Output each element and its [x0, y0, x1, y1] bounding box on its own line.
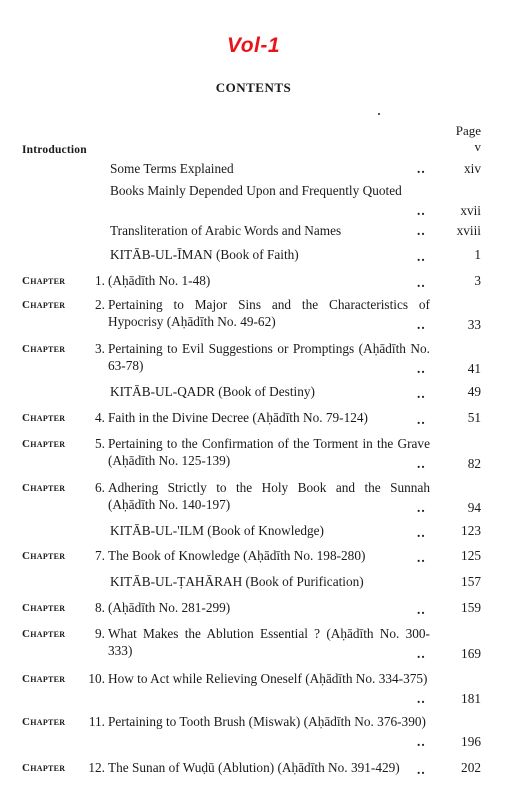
entry-title: Pertaining to the Confirmation of the Torment in the Grave (Aḥādīth No. 125-139)	[108, 436, 430, 468]
leader-dots: ..	[417, 762, 426, 777]
chapter-number: 11.	[88, 714, 105, 729]
chapter-number: 1.	[95, 273, 105, 288]
entry-title: KITĀB-UL-ĪMAN (Book of Faith)	[110, 247, 299, 262]
leader-dots: ..	[417, 646, 426, 661]
contents-heading: CONTENTS	[215, 80, 292, 95]
entry-title: Pertaining to Evil Suggestions or Promptings (Aḥādīth No. 63-78)	[108, 341, 430, 373]
page-number: 123	[461, 523, 481, 538]
leader-dots: ..	[417, 249, 426, 264]
entry-title: (Aḥādīth No. 1-48)	[108, 273, 211, 288]
leader-dots: ..	[417, 456, 426, 471]
page-number: 51	[467, 410, 481, 425]
page-column-header	[456, 123, 481, 155]
leader-dots: ..	[417, 275, 426, 290]
entry-title: Transliteration of Arabic Words and Names	[110, 223, 342, 238]
chapter-label: Chapter	[22, 673, 66, 685]
chapter-number: 8.	[95, 600, 105, 615]
page-number: 41	[467, 361, 481, 376]
volume-label: Vol-1	[226, 34, 281, 57]
leader-dots: ..	[417, 412, 426, 427]
entry-title: The Sunan of Wuḍū (Ablution) (Aḥādīth No. 391-429)	[108, 760, 400, 775]
chapter-label: Chapter	[22, 602, 66, 614]
page-number: 169	[461, 646, 481, 661]
page-number: 202	[461, 760, 481, 775]
chapter-number: 9.	[95, 626, 105, 641]
page-number: xiv	[464, 161, 481, 176]
chapter-number: 6.	[95, 480, 105, 495]
chapter-number: 10.	[88, 671, 105, 686]
chapter-label: Chapter	[22, 343, 66, 355]
page-number: 125	[461, 548, 481, 563]
entry-title: What Makes the Ablution Essential ? (Aḥādīth No. 300-333)	[108, 626, 430, 658]
leader-dots: ..	[417, 386, 426, 401]
page-number: 94	[467, 500, 481, 515]
chapter-number: 7.	[95, 548, 105, 563]
intro-page-number: v	[474, 139, 481, 154]
page-header-label: Page	[455, 123, 481, 138]
leader-dots: ..	[417, 734, 426, 749]
chapter-label: Chapter	[22, 412, 66, 424]
chapter-number: 12.	[88, 760, 105, 775]
entry-title: Adhering Strictly to the Holy Book and the Sunnah (Aḥādīth No. 140-197)	[108, 480, 430, 512]
chapter-label: Chapter	[22, 628, 66, 640]
entry-title: KITĀB-UL-'ILM (Book of Knowledge)	[110, 523, 324, 538]
chapter-label: Chapter	[22, 438, 66, 450]
page-number: 3	[474, 273, 481, 288]
leader-dots: ..	[417, 361, 426, 376]
leader-dots: ..	[417, 203, 426, 218]
page-number: 196	[461, 734, 481, 749]
entry-title: Pertaining to Major Sins and the Characteristics of Hypocrisy (Aḥādīth No. 49-62)	[108, 297, 430, 329]
page-number: 33	[467, 317, 481, 332]
chapter-label: Chapter	[22, 550, 66, 562]
print-speck	[378, 113, 380, 115]
leader-dots: ..	[417, 691, 426, 706]
leader-dots: ..	[417, 317, 426, 332]
entry-title: The Book of Knowledge (Aḥādīth No. 198-280)	[108, 548, 366, 563]
chapter-number: 2.	[95, 297, 105, 312]
leader-dots: ..	[417, 500, 426, 515]
page-number: xvii	[460, 203, 481, 218]
entry-title: Books Mainly Depended Upon and Frequently Quoted	[110, 183, 402, 198]
leader-dots: ..	[417, 550, 426, 565]
introduction-label: Introduction	[22, 144, 87, 156]
page-number: 159	[461, 600, 481, 615]
page-number: 49	[467, 384, 481, 399]
chapter-label: Chapter	[22, 762, 66, 774]
entry-title: Some Terms Explained	[110, 161, 234, 176]
chapter-label: Chapter	[22, 275, 66, 287]
page-number: 1	[474, 247, 481, 262]
page-number: 82	[467, 456, 481, 471]
chapter-label: Chapter	[22, 299, 66, 311]
leader-dots: ..	[417, 161, 426, 176]
entry-title: How to Act while Relieving Oneself (Aḥādīth No. 334-375)	[108, 671, 428, 686]
page-number: 181	[461, 691, 481, 706]
entry-title: Faith in the Divine Decree (Aḥādīth No. 79-124)	[108, 410, 368, 425]
leader-dots: ..	[417, 602, 426, 617]
chapter-label: Chapter	[22, 482, 66, 494]
chapter-label: Chapter	[22, 716, 66, 728]
entry-title: (Aḥādīth No. 281-299)	[108, 600, 231, 615]
chapter-number: 5.	[95, 436, 105, 451]
chapter-number: 3.	[95, 341, 105, 356]
page-number: 157	[461, 574, 481, 589]
leader-dots: ..	[417, 223, 426, 238]
chapter-number: 4.	[95, 410, 105, 425]
leader-dots: ..	[417, 525, 426, 540]
entry-title: KITĀB-UL-QADR (Book of Destiny)	[110, 384, 315, 399]
page-number: xviii	[456, 223, 481, 238]
entry-title: KITĀB-UL-ṬAHĀRAH (Book of Purification)	[110, 574, 364, 589]
entry-title: Pertaining to Tooth Brush (Miswak) (Aḥādīth No. 376-390)	[108, 714, 426, 729]
